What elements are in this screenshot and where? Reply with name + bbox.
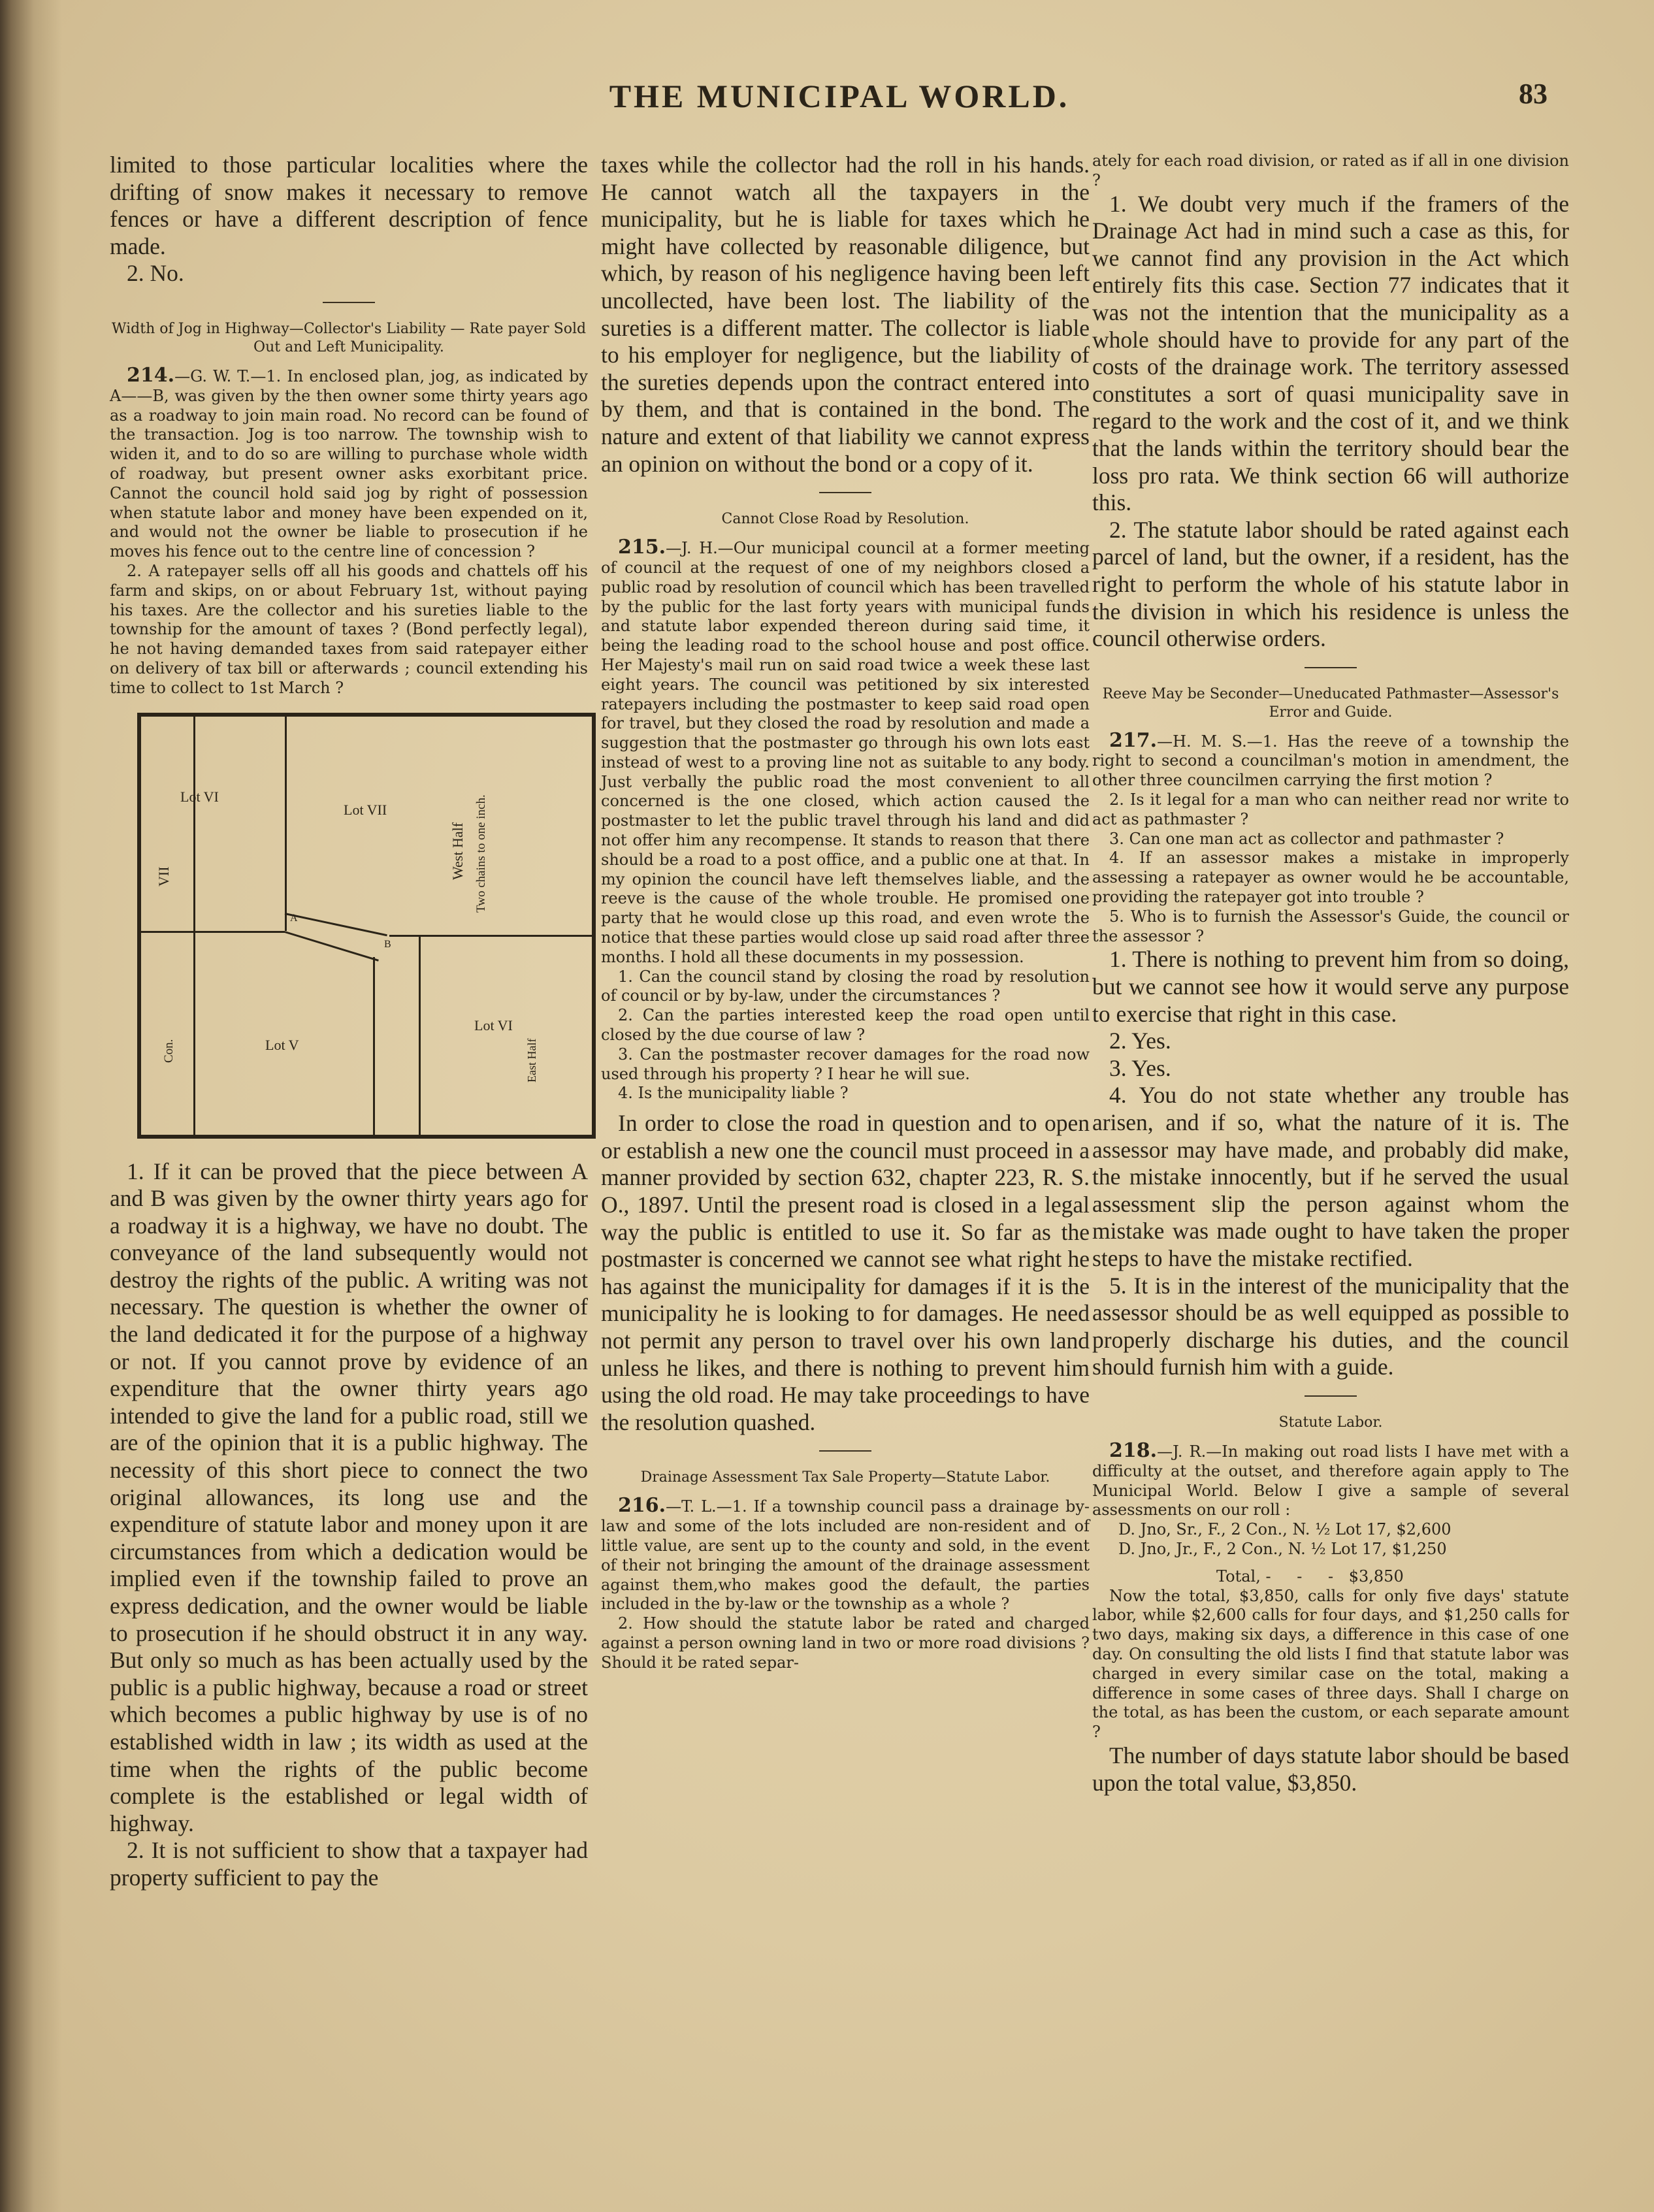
column-3 <box>1092 152 1569 1797</box>
total-value: $3,850 <box>1348 1567 1404 1586</box>
question-number: 217. <box>1109 728 1158 752</box>
page-title: THE MUNICIPAL WORLD. <box>609 78 1070 114</box>
plan-line <box>419 935 421 1135</box>
jog-line <box>285 913 387 936</box>
question-number: 214. <box>127 363 175 387</box>
question-number: 216. <box>618 1494 666 1518</box>
page-number: 83 <box>1519 78 1548 110</box>
divider <box>819 1450 871 1452</box>
answer-215: In order to close the road in question and to open or establish a new one the council must proceed in a manner provided by section 632, chapter 223, R. S. O., 1897. Until the present road is closed in a legal way the public is entitled to use it. So far as the postmaster is concerned we cannot see what right he has against the municipality for damages if it is the municipality he is looking to for damages. He need not permit any person to travel over his own land unless he likes, and there is nothing to prevent him using the old road. He may take proceedings to have the resolution quashed. <box>601 1110 1090 1435</box>
column-1 <box>110 152 588 1892</box>
answer-intro: 2. No. <box>127 260 184 287</box>
plan-line <box>193 931 195 1135</box>
question-214-part-2: 2. A ratepayer sells off all his goods and chattels off his farm and skips, on or about February 1st, without paying his taxes. Are the collector and his sureties liable to the township for the amount of taxes ? (Bond perfectly legal), he not having demanded taxes from said ratepayer either on delivery of tax bill or afterwards ; council extending his time to collect to 1st March ? <box>110 561 588 697</box>
question-215-q1: 1. Can the council stand by closing the road by resolution of council or by by-law, under the circumstances ? <box>601 967 1090 1005</box>
question-218-body: —J. R.—In making out road lists I have met with a difficulty at the outset, and therefore again apply to The Municipal World. Below I give a sample of several assessments on our roll : <box>1092 1442 1569 1520</box>
answer-217-5: 5. It is in the interest of the municipality that the assessor should be as well equipped as possible to properly discharge his duties, and the council should furnish him with a guide. <box>1092 1272 1569 1380</box>
question-214-text <box>110 363 588 562</box>
answer-216-1: 1. We doubt very much if the framers of the Drainage Act had in mind such a case as this, for we cannot find any provision in the Act which entirely fits this case. Section 77 indicates that it was not the intention that the municipality as a whole should have to provide for any part of the costs of the drainage work. The territory assessed constitutes a sort of quasi municipality save in regard to the work and the cost of it, and we think that the lands within the territory should bear the loss pro rata. We think section 66 will authorize this. <box>1092 190 1569 516</box>
question-215-q4: 4. Is the municipality liable ? <box>618 1084 849 1103</box>
answer-217-3: 3. Yes. <box>1109 1054 1171 1081</box>
label-lot-vi-bottom: Lot VI <box>474 1017 513 1033</box>
question-217-q4: 4. If an assessor makes a mistake in improperly assessing a ratepayer as owner would he be accountable, providing the ratepayer got into trouble ? <box>1092 849 1569 907</box>
question-215-heading: Cannot Close Road by Resolution. <box>721 511 969 528</box>
answer-217-2: 2. Yes. <box>1109 1028 1171 1054</box>
answer-218: The number of days statute labor should be based upon the total value, $3,850. <box>1092 1742 1569 1796</box>
label-lot-vii: Lot VII <box>344 801 387 818</box>
question-214-part-1: —G. W. T.—1. In enclosed plan, jog, as indicated by A——B, was given by the then owner some thirty years ago as a roadway to join main road. No record can be found of the transaction. Jog is too narrow. The township wish to widen it, and to do so are willing to purchase whole width of roadway, but present owner asks exorbitant price. Cannot the council hold said jog by right of possession when statute labor and money have been expended on it, and would not the owner be liable to prosecution if he moves his fence out to the centre line of concession ? <box>110 366 588 561</box>
answer-214-2: 2. It is not sufficient to show that a taxpayer had property sufficient to pay the <box>110 1837 588 1891</box>
question-number: 218. <box>1109 1439 1158 1462</box>
divider <box>1305 667 1357 668</box>
label-point-b: B <box>384 938 391 950</box>
divider <box>1305 1395 1357 1397</box>
question-217-q2: 2. Is it legal for a man who can neither read nor write to act as pathmaster ? <box>1092 790 1569 828</box>
question-215-body: —J. H.—Our municipal council at a former meeting of council at the request of one of my neighbors closed a public road by resolution of council which has been travelled by the public for the last forty years with municipal funds and statute labor expended thereon during said time, it being the leading road to the school house and post office. Her Majesty's mail run on said road twice a week these last eight years. The council was petitioned by six interested ratepayers including the postmaster to keep said road open for travel, but they closed the road by resolution and made a suggestion that the postmaster go through his own lots east instead of west to a proving line not as suitable to any body. Just verbally the public road the most convenient to all concerned is the one closed, which action caused the postmaster to let the public travel through his land and did not offer him any recompense. It stands to reason that there should be a road to a post office, and a public one at that. In my opinion the council have left themselves liable, and the reeve is the cause of the whole trouble. He promised one party that he would close up this road, and even wrote the notice that these parties would close up said road after three months. I hold all these documents in my possession. <box>601 539 1090 966</box>
question-217-text <box>1092 728 1569 790</box>
plan-line <box>285 717 287 931</box>
question-216-part-2: 2. How should the statute labor be rated and charged against a person owning land in two or more road divisions ? Should it be rated separ- <box>601 1614 1090 1672</box>
label-con: Con. <box>162 1039 176 1063</box>
question-215-q3: 3. Can the postmaster recover damages for the road now used through his property ? I hear he will sue. <box>601 1045 1090 1083</box>
label-scale: Two chains to one inch. <box>474 794 488 913</box>
plan-line <box>141 931 285 933</box>
label-vii: VII <box>155 866 172 886</box>
assessment-total <box>1092 1567 1569 1587</box>
question-216-continued: ately for each road division, or rated as if all in one division ? <box>1092 152 1569 189</box>
lot-plan-diagram <box>137 713 596 1139</box>
question-218-text <box>1092 1441 1569 1520</box>
question-215-text <box>601 538 1090 968</box>
question-217-heading: Reeve May be Seconder—Uneducated Pathmaster—Assessor's Error and Guide. <box>1102 685 1559 721</box>
total-dots: - - - <box>1265 1567 1344 1586</box>
label-west-half: West Half <box>449 822 466 880</box>
question-216-text <box>601 1496 1090 1614</box>
assessment-row-1: D. Jno, Sr., F., 2 Con., N. ½ Lot 17, $2,600 <box>1118 1520 1451 1539</box>
column-2 <box>601 152 1090 1673</box>
label-lot-vi-top: Lot VI <box>180 788 219 805</box>
answer-214-2-continued: taxes while the collector had the roll in his hands. He cannot watch all the taxpayers in the municipality, but he is liable for taxes which he might have collected by reasonable diligence, but which, by reason of his negligence having been left uncollected, have been lost. The liability of the sureties is a different matter. The collector is liable to his employer for negligence, but the liability of the sureties depends upon the contract entered into by them, and that is contained in the bond. The nature and extent of that liability we cannot express an opinion on without the bond or a copy of it. <box>601 152 1090 477</box>
question-216-body: —T. L.—1. If a township council pass a drainage by-law and some of the lots included are non-resident and of little value, are sent up to the county and sold, in the event of their not bringing the amount of the drainage assessment against them,who makes good the default, the parties included in the by-law or the township as a whole ? <box>601 1497 1090 1614</box>
question-215-q2: 2. Can the parties interested keep the road open until closed by the due course of law ? <box>601 1006 1090 1045</box>
plan-line <box>373 957 375 1135</box>
assessment-row-2: D. Jno, Jr., F., 2 Con., N. ½ Lot 17, $1,250 <box>1118 1539 1447 1558</box>
plan-line <box>193 717 195 931</box>
total-label: Total, <box>1216 1567 1261 1586</box>
question-217-body: —H. M. S.—1. Has the reeve of a township the right to second a councilman's motion in amendment, the other three councilmen carrying the first motion ? <box>1092 732 1569 790</box>
answer-217-4: 4. You do not state whether any trouble has arisen, and if so, what the nature of it is. The assessor may have made, and probably did make, the mistake innocently, but if he served the usual assessment slip the person against whom the mistake was made ought to have taken the proper steps to have the mistake rectified. <box>1092 1082 1569 1271</box>
answer-214-1: 1. If it can be proved that the piece between A and B was given by the owner thirty years ago for a roadway it is a highway, we have no doubt. The conveyance of the land subsequently would not destroy the rights of the public. A writing was not necessary. The question is whether the owner of the land dedicated it for the purpose of a highway or not. If you cannot prove by evidence of an expenditure that the owner thirty years ago intended to give the land for a public road, still we are of the opinion that it is a public highway. The necessity of this short piece to connect the two original allowances, its long use and the expenditure of statute labor and money upon it are circumstances from which a dedication would be implied even if the township failed to prove an express dedication, and the owner would be liable to prosecution if he should obstruct it in any way. But only so much as has been actually used by the public is a public highway, because a road or street which becomes a public highway by use is of no established width in law ; its width as used at the time when the rights of the public become complete is the established or legal width of highway. <box>110 1158 588 1836</box>
divider <box>323 302 375 303</box>
question-number: 215. <box>618 536 666 559</box>
divider <box>819 492 871 493</box>
paragraph-intro: limited to those particular localities where the drifting of snow makes it necessary to remove fences or have a different description of fence made. <box>110 152 588 259</box>
question-214-heading: Width of Jog in Highway—Collector's Liability — Rate payer Sold Out and Left Municipality. <box>111 320 587 355</box>
question-216-heading: Drainage Assessment Tax Sale Property—Statute Labor. <box>640 1469 1050 1486</box>
answer-216-2: 2. The statute labor should be rated against each parcel of land, but the owner, if a resident, has the right to perform the whole of his statute labor in the division in which his residence is unless the council otherwise orders. <box>1092 516 1569 652</box>
question-217-q3: 3. Can one man act as collector and pathmaster ? <box>1109 829 1504 848</box>
question-218-heading: Statute Labor. <box>1278 1414 1383 1431</box>
label-point-a: A <box>290 912 298 924</box>
label-lot-v: Lot V <box>265 1036 299 1053</box>
book-gutter <box>0 0 62 2212</box>
jog-line <box>285 931 379 962</box>
answer-217-1: 1. There is nothing to prevent him from so doing, but we cannot see how it would serve any purpose to exercise that right in this case. <box>1092 946 1569 1027</box>
question-217-q5: 5. Who is to furnish the Assessor's Guide, the council or the assessor ? <box>1092 907 1569 945</box>
question-218-part-2: Now the total, $3,850, calls for only five days' statute labor, while $2,600 calls for four days, and $1,250 calls for two days, making six days, a difference in this case of one day. On consulting the old lists I find that statute labor was charged in every similar case on the total, making a difference in some cases of three days. Shall I charge on the total, as has been the custom, or each separate amount ? <box>1092 1586 1569 1742</box>
label-east-half: East Half <box>525 1038 538 1082</box>
